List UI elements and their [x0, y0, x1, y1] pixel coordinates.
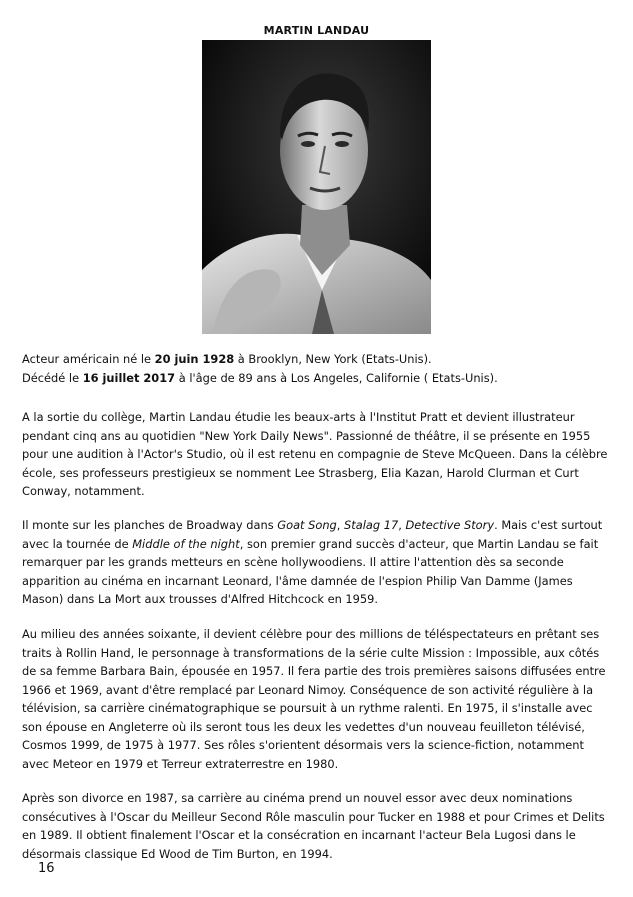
death-line	[22, 369, 614, 388]
play-title: Detective Story	[405, 518, 495, 532]
death-place: à l'âge de 89 ans à Los Angeles, Californie ( Etats-Unis).	[175, 370, 498, 385]
paragraph-text: A la sortie du collège, Martin Landau étudie les beaux-arts à l'Institut Pratt et devient illustrateur pendant cinq ans au quotidien "New York Daily News". Passionné de théâtre, il se présente en 1955 pour une audition à l'Actor's Studio, où il est retenu en compagnie de Steve McQueen. Dans la célèbre école, ses professeurs prestigieux se nomment Lee Strasberg, Elia Kazan, Harold Clurman et Curt Conway, notamment.	[22, 410, 608, 498]
portrait-photo	[202, 40, 431, 334]
birth-place: à Brooklyn, New York (Etats-Unis).	[234, 352, 432, 366]
page-title: MARTIN LANDAU	[263, 24, 370, 37]
birth-line	[22, 350, 614, 369]
paragraph-text: Après son divorce en 1987, sa carrière au cinéma prend un nouvel essor avec deux nominations consécutives à l'Oscar du Meilleur Second Rôle masculin pour Tucker en 1988 et pour Crimes et Delits en 1989. Il obtient finalement l'Oscar et la consécration en incarnant l'acteur Bela Lugosi dans le désormais classique Ed Wood de Tim Burton, en 1994.	[22, 791, 605, 861]
text-segment: ,	[398, 518, 406, 532]
paragraph-education	[22, 408, 614, 501]
play-title: Middle of the night	[132, 536, 240, 551]
play-title: Stalag 17	[344, 518, 399, 532]
text-segment: Il monte sur les planches de Broadway dans	[22, 518, 278, 532]
paragraph-text	[22, 516, 614, 609]
portrait-image	[202, 40, 431, 334]
text-segment: ,	[336, 518, 345, 532]
birth-prefix: Acteur américain né le	[22, 352, 155, 366]
page-number: 16	[38, 861, 55, 876]
paragraph-broadway	[22, 516, 614, 609]
paragraph-television	[22, 625, 614, 773]
text-segment: . Mais c'est surtout avec la tournée de	[22, 518, 603, 551]
paragraph-text: Au milieu des années soixante, il devient célèbre pour des millions de téléspectateurs en prêtant ses traits à Rollin Hand, le personnage à transformations de la série culte Mission : Impossible, aux côtés de sa femme Barbara Bain, épousée en 1957. Il fera partie des trois premières saisons diffusées entre 1966 et 1969, avant d'être remplacé par Leonard Nimoy. Conséquence de son activité régulière à la télévision, sa carrière cinématographique se poursuit à un rythme ralenti. En 1975, il s'installe avec son épouse en Angleterre où ils seront tous les deux les vedettes d'un nouveau feuilleton télévisé, Cosmos 1999, de 1975 à 1977. Ses rôles s'orientent désormais vers la science-fiction, notamment avec Meteor en 1979 et Terreur extraterrestre en 1980.	[22, 627, 606, 771]
text-segment: , son premier grand succès d'acteur, que Martin Landau se fait remarquer par les grands metteurs en scène hollywoodiens. Il attire l'attention dès sa seconde apparition au cinéma en incarnant Leonard, l'âme damnée de l'espion Philip Van Damme (James Mason) dans La Mort aux trousses d'Alfred Hitchcock en 1959.	[22, 536, 599, 606]
paragraph-oscar	[22, 789, 614, 863]
death-prefix: Décédé le	[22, 370, 83, 385]
death-date: 16 juillet 2017	[82, 370, 176, 385]
birth-date: 20 juin 1928	[154, 352, 235, 366]
birth-death-dates	[22, 350, 614, 387]
play-title: Goat Song	[277, 518, 337, 532]
